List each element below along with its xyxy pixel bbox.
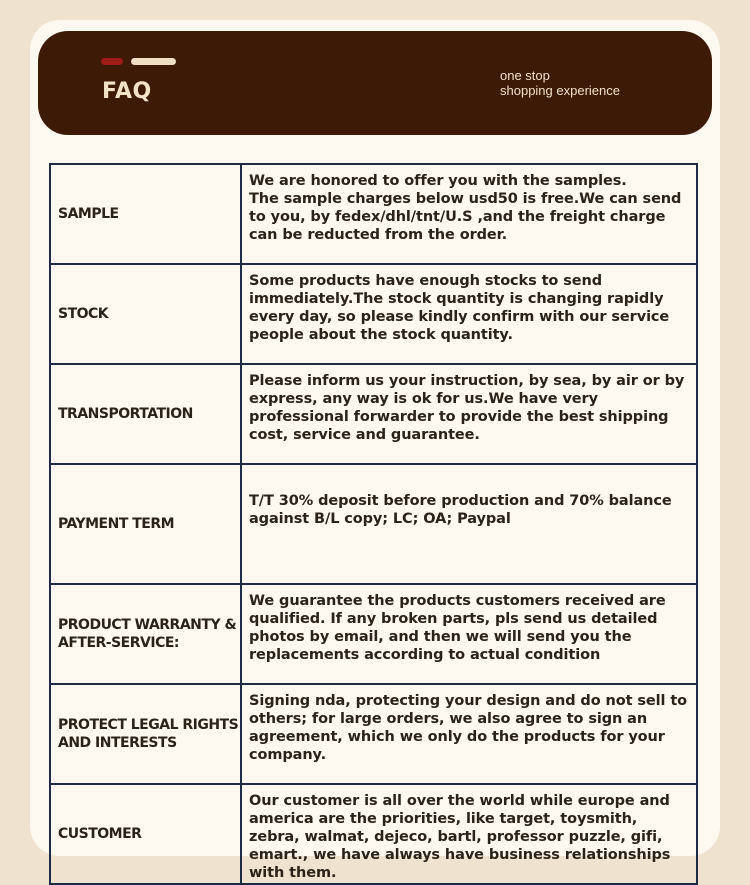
- faq-question: PAYMENT TERM: [50, 464, 241, 584]
- faq-table: [49, 163, 698, 885]
- faq-answer-text: Please inform us your instruction, by sea, by air or by express, any way is ok for us.We have very professional forwarder to provide the best shipping cost, service and guarantee.: [249, 373, 685, 443]
- tagline: [500, 68, 620, 98]
- faq-answer: [241, 684, 697, 784]
- tagline-line-2: shopping experience: [500, 83, 620, 98]
- page-title: FAQ: [102, 79, 152, 104]
- faq-row-transportation: [50, 364, 697, 464]
- faq-row-payment-term: [50, 464, 697, 584]
- faq-answer: [241, 364, 697, 464]
- faq-card: [30, 20, 720, 881]
- faq-question: SAMPLE: [50, 164, 241, 264]
- faq-answer-text: Some products have enough stocks to send immediately.The stock quantity is changing rapidly every day, so please kindly confirm with our service people about the stock quantity.: [249, 273, 670, 343]
- faq-question: PRODUCT WARRANTY & AFTER-SERVICE:: [50, 584, 241, 684]
- cream-accent-bar: [131, 58, 176, 65]
- faq-answer-text: We guarantee the products customers received are qualified. If any broken parts, pls send us detailed photos by email, and then we will send you the replacements according to actual condition: [249, 593, 666, 663]
- faq-row-product-warranty: [50, 584, 697, 684]
- faq-answer: [241, 264, 697, 364]
- faq-question: STOCK: [50, 264, 241, 364]
- faq-answer-text: We are honored to offer you with the samples. The sample charges below usd50 is free.We can send to you, by fedex/dhl/tnt/U.S ,and the freight charge can be reducted from the order.: [249, 173, 682, 243]
- faq-question: CUSTOMER: [50, 784, 241, 884]
- faq-row-legal-rights: [50, 684, 697, 784]
- faq-question: PROTECT LEGAL RIGHTS AND INTERESTS: [50, 684, 241, 784]
- red-accent-bar: [101, 58, 123, 65]
- faq-row-stock: [50, 264, 697, 364]
- faq-row-sample: [50, 164, 697, 264]
- faq-answer: [241, 164, 697, 264]
- faq-row-customer: [50, 784, 697, 884]
- faq-answer: [241, 584, 697, 684]
- faq-answer-text: Our customer is all over the world while europe and america are the priorities, like target, toysmith, zebra, walmat, dejeco, bartl, professor puzzle, gifi, emart., we have always have business relationships with them.: [249, 793, 671, 881]
- faq-answer: [241, 464, 697, 584]
- faq-question: TRANSPORTATION: [50, 364, 241, 464]
- faq-answer: [241, 784, 697, 884]
- tagline-line-1: one stop: [500, 68, 550, 83]
- faq-header: [38, 31, 712, 135]
- faq-answer-text: T/T 30% deposit before production and 70% balance against B/L copy; LC; OA; Paypal: [249, 493, 672, 527]
- faq-answer-text: Signing nda, protecting your design and do not sell to others; for large orders, we also agree to sign an agreement, which we only do the products for your company.: [249, 693, 688, 763]
